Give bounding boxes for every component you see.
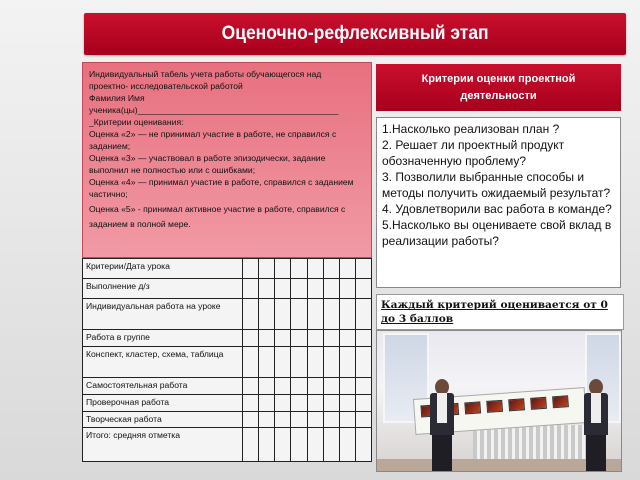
grade-cell: [355, 299, 371, 330]
grade-cell: [243, 428, 259, 462]
row-label: Самостоятельная работа: [83, 378, 243, 395]
grade-cell: [291, 428, 307, 462]
grade-cell: [339, 411, 355, 428]
grade-cell: [259, 428, 275, 462]
grade-cell: [339, 347, 355, 378]
panel-line: проектно- исследовательской работой: [89, 81, 243, 91]
grade-cell: [307, 330, 323, 347]
banner-picture: [508, 398, 525, 411]
grade-cell: [259, 395, 275, 412]
grade-cell: [307, 347, 323, 378]
grade-cell: [307, 279, 323, 299]
grade-cell: [355, 347, 371, 378]
panel-line: Индивидуальный табель учета работы обучающегося над: [89, 69, 322, 79]
grade-cell: [339, 330, 355, 347]
row-label: Выполнение д/з: [83, 279, 243, 299]
row-label: Работа в группе: [83, 330, 243, 347]
grade-cell: [323, 299, 339, 330]
grade-cell: [259, 259, 275, 279]
table-row: [83, 378, 372, 395]
grade-cell: [243, 330, 259, 347]
grade-cell: [259, 299, 275, 330]
table-row: [83, 259, 372, 279]
row-label: Конспект, кластер, схема, таблица: [83, 347, 243, 378]
grade-cell: [307, 299, 323, 330]
table-row: [83, 279, 372, 299]
grade-cell: [291, 330, 307, 347]
grade-cell: [323, 347, 339, 378]
grade-cell: [355, 428, 371, 462]
table-row: [83, 411, 372, 428]
grade-cell: [307, 428, 323, 462]
row-label: Итого: средняя отметка: [83, 428, 243, 462]
grade-cell: [275, 299, 291, 330]
criterion-item: 3. Позволили выбранные способы и методы получить ожидаемый результат?: [382, 170, 611, 200]
grade-cell: [307, 411, 323, 428]
grade-cell: [323, 395, 339, 412]
grade-cell: [259, 411, 275, 428]
grade-cell: [243, 299, 259, 330]
grade-cell: [243, 411, 259, 428]
criterion-item: 1.Насколько реализован план ?: [382, 122, 560, 136]
grade-cell: [355, 411, 371, 428]
grade-cell: [307, 395, 323, 412]
grade-cell: [275, 428, 291, 462]
grade-cell: [291, 279, 307, 299]
slide-title: [84, 13, 626, 55]
grade-cell: [323, 330, 339, 347]
banner-picture: [486, 400, 503, 413]
grade-cell: [291, 395, 307, 412]
grade-cell: [275, 378, 291, 395]
table-row: [83, 395, 372, 412]
grade-3-line: Оценка «3» — участвовал в работе эпизодически, задание выполнил не полностью или с ошибками;: [89, 153, 326, 175]
criterion-item: 4. Удовлетворили вас работа в команде?: [382, 202, 612, 216]
criterion-item: 2. Решает ли проектный продукт обозначенную проблему?: [382, 138, 565, 168]
panel-line: ученика(цы)__________________________________________: [89, 105, 339, 115]
grade-cell: [243, 347, 259, 378]
grade-cell: [339, 279, 355, 299]
grade-5-line: Оценка «5» - принимал активное участие в работе, справился с заданием в полной мере.: [89, 204, 346, 229]
grade-cell: [323, 279, 339, 299]
banner-picture: [530, 397, 547, 410]
criterion-item: 5.Насколько вы оцениваете свой вклад в реализации работы?: [382, 218, 612, 248]
grade-cell: [259, 347, 275, 378]
grade-cell: [291, 299, 307, 330]
grade-cell: [275, 395, 291, 412]
grade-cell: [259, 279, 275, 299]
banner-picture: [464, 401, 481, 414]
table-row: [83, 347, 372, 378]
criteria-header: [376, 64, 621, 111]
grade-cell: [355, 395, 371, 412]
slide-title-text: Оценочно-рефлексивный этап: [221, 23, 489, 44]
individual-record-panel: [82, 62, 372, 258]
grade-cell: [275, 411, 291, 428]
grade-cell: [243, 259, 259, 279]
classroom-photo: [376, 330, 622, 472]
grade-cell: [291, 259, 307, 279]
criteria-list: [376, 117, 621, 288]
score-note-text: Каждый критерий оценивается от 0 до 3 баллов: [381, 299, 608, 325]
row-label: Проверочная работа: [83, 395, 243, 412]
grade-cell: [291, 347, 307, 378]
grade-cell: [243, 395, 259, 412]
grade-cell: [339, 378, 355, 395]
grade-cell: [323, 428, 339, 462]
grade-cell: [259, 378, 275, 395]
grade-cell: [275, 279, 291, 299]
row-label: Критерии/Дата урока: [83, 259, 243, 279]
criteria-header-text: Критерии оценки проектной деятельности: [421, 72, 576, 102]
grade-cell: [339, 428, 355, 462]
table-row: [83, 428, 372, 462]
student-figure: [583, 379, 609, 471]
grade-2-line: Оценка «2» — не принимал участие в работе, не справился с заданием;: [89, 129, 337, 151]
panel-line: _Критерии оценивания:: [89, 117, 184, 127]
grade-cell: [275, 259, 291, 279]
grade-cell: [307, 378, 323, 395]
table-row: [83, 330, 372, 347]
radiator: [473, 425, 589, 461]
grade-cell: [339, 299, 355, 330]
grade-4-line: Оценка «4» — принимал участие в работе, справился с заданием частично;: [89, 177, 354, 199]
grade-cell: [275, 330, 291, 347]
student-figure: [429, 379, 455, 471]
grade-cell: [339, 259, 355, 279]
grade-cell: [307, 259, 323, 279]
grade-cell: [291, 378, 307, 395]
grade-cell: [339, 395, 355, 412]
row-label: Творческая работа: [83, 411, 243, 428]
grade-cell: [355, 330, 371, 347]
grade-cell: [291, 411, 307, 428]
score-note: [376, 294, 624, 330]
grade-cell: [355, 259, 371, 279]
table-row: [83, 299, 372, 330]
grade-cell: [275, 347, 291, 378]
grade-cell: [323, 411, 339, 428]
grade-cell: [243, 279, 259, 299]
panel-line: Фамилия Имя: [89, 93, 145, 103]
banner-picture: [552, 395, 569, 408]
grade-cell: [259, 330, 275, 347]
grade-cell: [355, 378, 371, 395]
row-label: Индивидуальная работа на уроке: [83, 299, 243, 330]
grade-cell: [323, 378, 339, 395]
grade-cell: [323, 259, 339, 279]
grade-cell: [355, 279, 371, 299]
grading-table: [82, 258, 372, 462]
grade-cell: [243, 378, 259, 395]
